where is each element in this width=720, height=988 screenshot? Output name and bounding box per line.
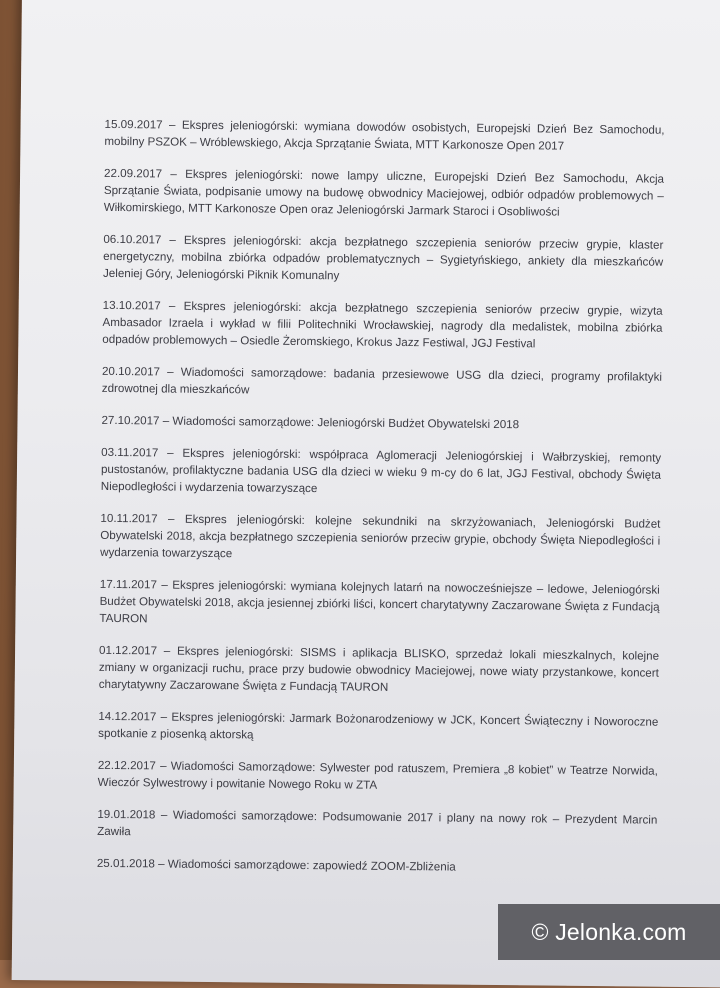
list-item: 22.09.2017 – Ekspres jeleniogórski: nowe lampy uliczne, Europejski Dzień Bez Samochodu, Akcja Sprzątanie Świata, podpisanie umowy na budowę obwodnicy Maciejowej, odbiór odpadów problemowych – Wiłkomirskiego, MTT Karkonosze Open oraz Jeleniogórski Jarmark Staroci i Osobliwości [103, 166, 665, 219]
list-item: 01.12.2017 – Ekspres jeleniogórski: SISMS i aplikacja BLISKO, sprzedaż lokali mieszkalnych, kolejne zmiany w organizacji ruchu, prace przy budowie obwodnicy Maciejowej, nowe wiaty przystankowe, koncert charytatywny Zaczarowane Święta z Fundacją TAURON [98, 643, 660, 694]
list-item: 17.11.2017 – Ekspres jeleniogórski: wymiana kolejnych latarń na nowocześniejsze – ledowe, Jeleniogórski Budżet Obywatelski 2018, akcja jesiennej zbiórki liści, koncert charytatywny Zaczarowane Święta z Fundacją TAURON [99, 577, 660, 626]
list-item: 25.01.2018 – Wiadomości samorządowe: zapowiedź ZOOM-Zbliżenia [96, 856, 456, 874]
list-item: 10.11.2017 – Ekspres jeleniogórski: kolejne sekundniki na skrzyżowaniach, Jeleniogórski Budżet Obywatelski 2018, akcja bezpłatnego szczepienia seniorów przeciw grypie, obchody Święta Niepodległości i wydarzenia towarzyszące [100, 511, 661, 561]
list-item: 20.10.2017 – Wiadomości samorządowe: badania przesiewowe USG dla dzieci, programy profilaktyki zdrowotnej dla mieszkańców [101, 364, 663, 397]
jelonka-watermark [498, 904, 720, 960]
list-item: 03.11.2017 – Ekspres jeleniogórski: współpraca Aglomeracji Jeleniogórskiej i Wałbrzyskiej, remonty pustostanów, profilaktyczne badania USG dla dzieci w wieku 9 m-cy do 6 lat, JGJ Festival, obchody Święta Niepodległości i wydarzenia towarzyszące [100, 445, 662, 496]
list-item: 22.12.2017 – Wiadomości Samorządowe: Sylwester pod ratuszem, Premiera „8 kobiet” w Teatrze Norwida, Wieczór Sylwestrowy i powitanie Nowego Roku w ZTA [97, 758, 658, 792]
document-page [12, 0, 720, 987]
schedule-list [97, 116, 665, 893]
list-item: 15.09.2017 – Ekspres jeleniogórski: wymiana dowodów osobistych, Europejski Dzień Bez Samochodu, mobilny PSZOK – Wróblewskiego, Akcja Sprzątanie Świata, MTT Karkonosze Open 2017 [104, 117, 665, 153]
list-item: 19.01.2018 – Wiadomości samorządowe: Podsumowanie 2017 i plany na nowy rok – Prezydent Marcin Zawiła [97, 807, 658, 839]
list-item: 27.10.2017 – Wiadomości samorządowe: Jeleniogórski Budżet Obywatelski 2018 [101, 413, 520, 432]
list-item: 13.10.2017 – Ekspres jeleniogórski: akcja bezpłatnego szczepienia seniorów przeciw grypie, wizyta Ambasador Izraela i wykład w filii Politechniki Wrocławskiej, nagrody dla medalistek, mobilna zbiórka odpadów problemowych – Osiedle Żeromskiego, Krokus Jazz Festiwal, JGJ Festival [102, 298, 663, 351]
list-item: 06.10.2017 – Ekspres jeleniogórski: akcja bezpłatnego szczepienia seniorów przeciw grypie, klaster energetyczny, mobilna zbiórka odpadów problematycznych – Sygietyńskiego, ankiety dla mieszkańców Jeleniej Góry, Jeleniogórski Piknik Komunalny [102, 232, 664, 283]
list-item: 14.12.2017 – Ekspres jeleniogórski: Jarmark Bożonarodzeniowy w JCK, Koncert Świąteczny i Noworoczne spotkanie z piosenką aktorską [98, 709, 659, 742]
watermark-text: © Jelonka.com [531, 918, 687, 945]
